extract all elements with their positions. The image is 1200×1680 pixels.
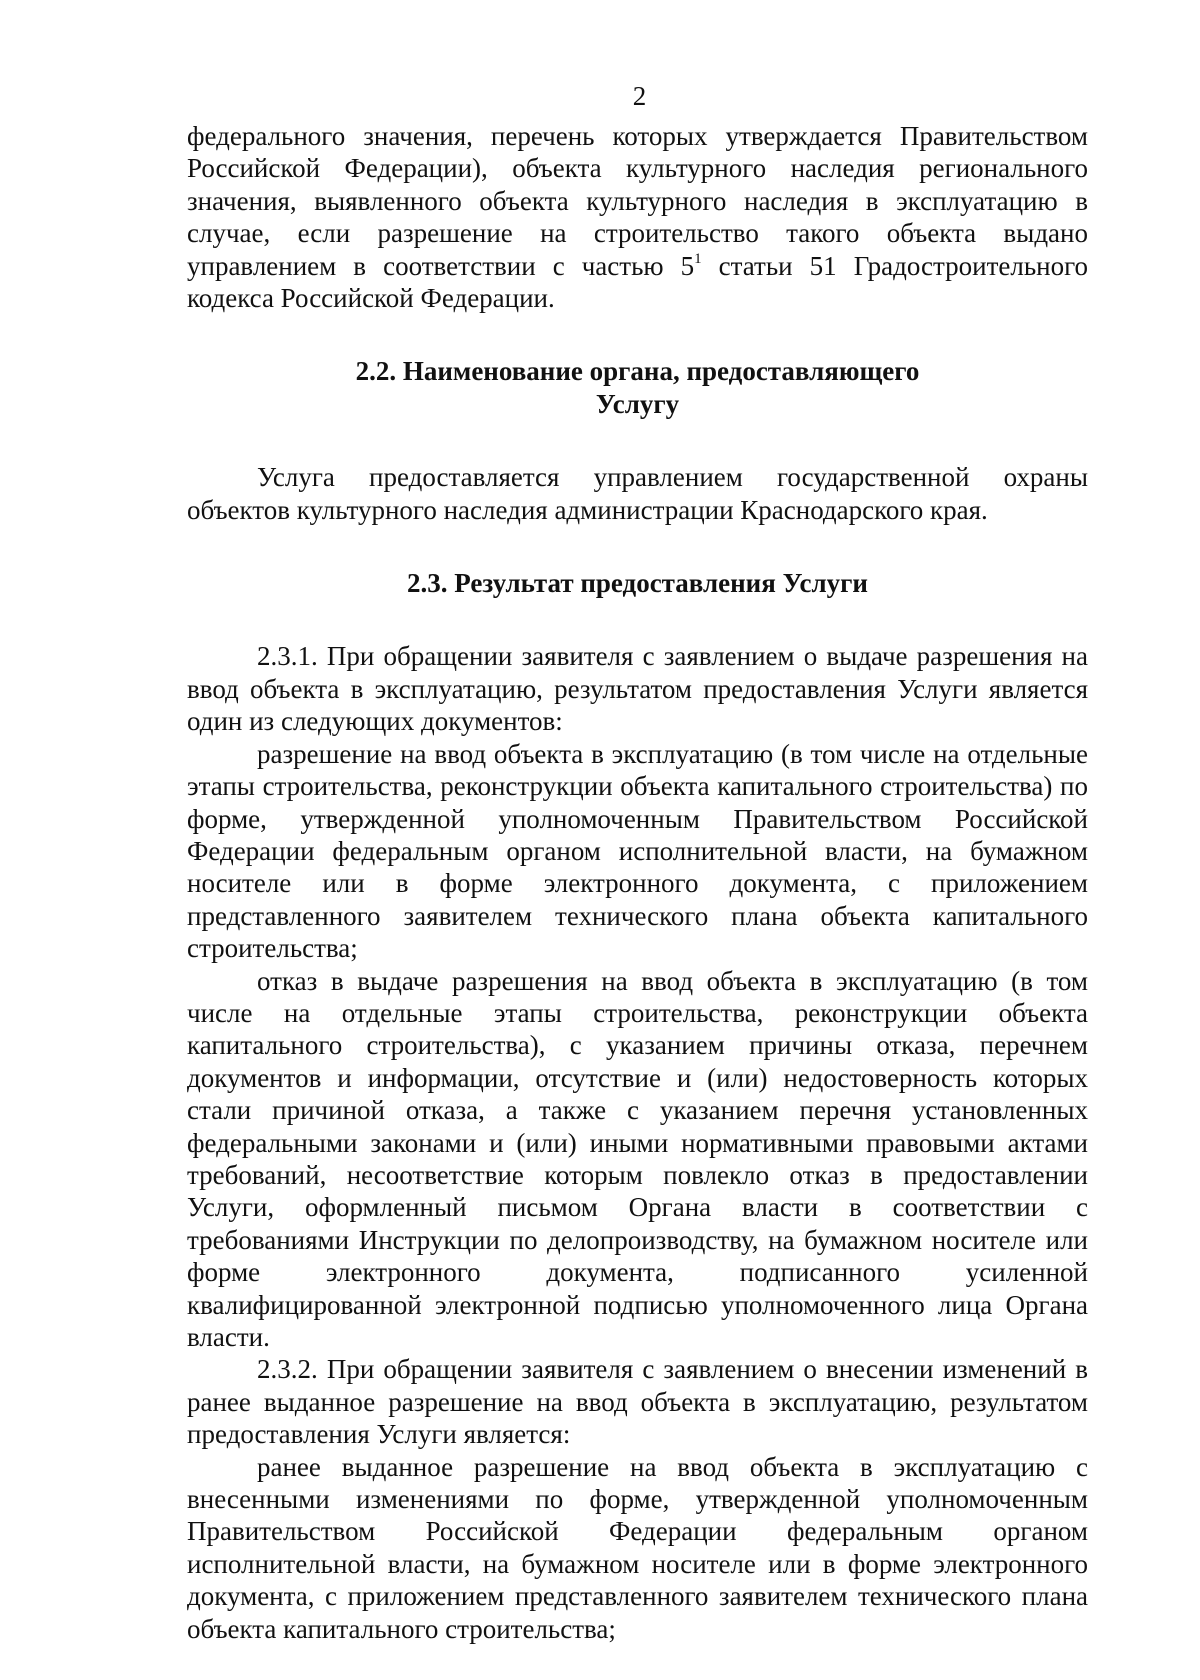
superscript-part-number: 1 — [694, 250, 702, 267]
section-2-2-heading-line2: Услугу — [595, 388, 680, 419]
section-2-2-heading-line1: 2.2. Наименование органа, предоставляющего — [355, 356, 920, 387]
continuation-paragraph — [187, 120, 1088, 314]
item-2-3-1-paragraph: 2.3.1. При обращении заявителя с заявлением о выдаче разрешения на ввод объекта в эксплуатацию, результатом предоставления Услуги является один из следующих документов: — [187, 641, 1088, 737]
item-2-3-1-a-paragraph: разрешение на ввод объекта в эксплуатацию (в том числе на отдельные этапы строительства, реконструкции объекта капитального строительства) по форме, утвержденной уполномоченным Правительством Российской Федерации федеральным органом исполнительной власти, на бумажном носителе или в форме электронного документа, с приложением представленного заявителем технического плана объекта капитального строительства; — [187, 738, 1088, 964]
page-number: 2 — [632, 81, 647, 111]
section-2-3-heading — [187, 567, 1088, 599]
item-2-3-1-b-paragraph: отказ в выдаче разрешения на ввод объекта в эксплуатацию (в том числе на отдельные этапы строительства, реконструкции объекта капитального строительства), с указанием причины отказа, перечнем документов и информации, отсутствие и (или) недостоверность которых стали причиной отказа, а также с указанием перечня установленных федеральными законами и (или) иными нормативными правовыми актами требований, несоответствие которым повлекло отказ в предоставлении Услуги, оформленный письмом Органа власти в соответствии с требованиями Инструкции по делопроизводству, на бумажном носителе или форме электронного документа, подписанного усиленной квалифицированной электронной подписью уполномоченного лица Органа власти. — [187, 965, 1088, 1352]
continuation-text: федерального значения, перечень которых утверждается Правительством Российской Федерации), объекта культурного наследия регионального значения, выявленного объекта культурного наследия в эксплуатацию в случае, если разрешение на строительство такого объекта выдано управлением в соответствии с частью 5 — [187, 121, 1088, 281]
section-2-2-heading — [187, 355, 1088, 420]
item-2-3-2-a-paragraph: ранее выданное разрешение на ввод объекта в эксплуатацию с внесенными изменениями по форме, утвержденной уполномоченным Правительством Российской Федерации федеральным органом исполнительной власти, на бумажном носителе или в форме электронного документа, с приложением представленного заявителем технического плана объекта капитального строительства; — [187, 1451, 1088, 1644]
continuation-text-end: статьи 51 Градостроительного кодекса Российской Федерации. — [187, 250, 1088, 314]
section-2-3-heading-text: 2.3. Результат предоставления Услуги — [407, 568, 868, 599]
item-2-3-2-paragraph: 2.3.2. При обращении заявителя с заявлением о внесении изменений в ранее выданное разрешение на ввод объекта в эксплуатацию, результатом предоставления Услуги является: — [187, 1354, 1088, 1450]
section-2-2-paragraph: Услуга предоставляется управлением государственной охраны объектов культурного наследия администрации Краснодарского края. — [187, 462, 1088, 525]
